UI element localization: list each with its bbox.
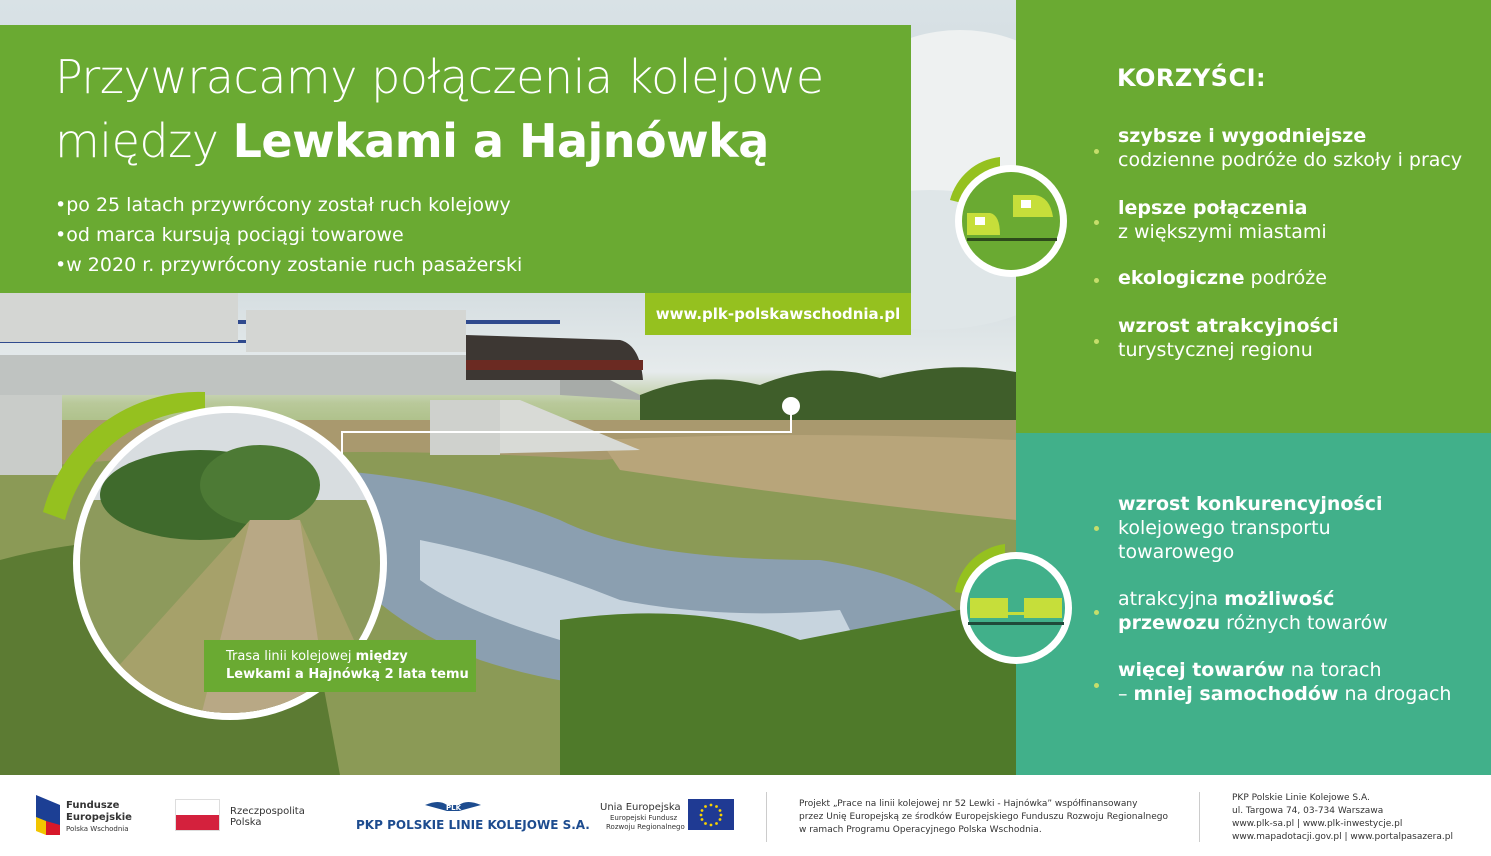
benefit-text: z większymi miastami <box>1118 221 1327 243</box>
fe-title1: Fundusze <box>66 800 120 811</box>
company-name: PKP Polskie Linie Kolejowe S.A. <box>1232 793 1370 803</box>
benefit-text: turystycznej regionu <box>1118 339 1313 361</box>
benefit-text: na torach <box>1284 659 1382 681</box>
benefit-item <box>1118 587 1388 635</box>
bullet-item: • po 25 latach przywrócony został ruch kolejowy <box>55 190 522 220</box>
title-prefix: między <box>55 114 233 168</box>
benefit-text: podróże <box>1244 267 1327 289</box>
fe-title2: Europejskie <box>66 812 132 823</box>
bullet-dot <box>1094 526 1099 531</box>
benefit-text: codzienne podróże do szkoły i pracy <box>1118 149 1463 171</box>
bullet-dot <box>1094 610 1099 615</box>
plk-logo-text: PLK <box>446 804 462 812</box>
ue-sub2: Rozwoju Regionalnego <box>606 823 685 831</box>
benefit-bold: mniej samochodów <box>1133 683 1339 705</box>
caption-bold2: Lewkami a Hajnówką 2 lata temu <box>226 667 469 682</box>
benefit-bold: lepsze połączenia <box>1118 197 1308 219</box>
benefit-bold: wzrost konkurencyjności <box>1118 493 1383 515</box>
bullet-dot <box>1094 149 1099 154</box>
ue-sub1: Europejski Fundusz <box>610 814 678 822</box>
ue-title: Unia Europejska <box>600 802 681 813</box>
benefit-text: różnych towarów <box>1220 612 1388 634</box>
page-title-line1: Przywracamy połączenia kolejowe <box>55 50 824 104</box>
company-links2[interactable]: www.mapadotacji.gov.pl | www.portalpasazera.pl <box>1232 832 1453 842</box>
project-line3: w ramach Programu Operacyjnego Polska Wschodnia. <box>799 825 1042 835</box>
pkp-name: PKP POLSKIE LINIE KOLEJOWE S.A. <box>356 818 590 832</box>
footer-divider <box>766 792 767 842</box>
company-links1[interactable]: www.plk-sa.pl | www.plk-inwestycje.pl <box>1232 819 1403 829</box>
photo-caption <box>204 640 476 692</box>
benefit-item <box>1118 266 1327 290</box>
footer <box>0 775 1491 856</box>
company-address: ul. Targowa 74, 03-734 Warszawa <box>1232 806 1384 816</box>
fe-sub: Polska Wschodnia <box>66 825 129 833</box>
benefit-bold: przewozu <box>1118 612 1221 634</box>
benefit-text: na drogach <box>1338 683 1452 705</box>
rp-line1: Rzeczpospolita <box>230 806 305 817</box>
freight-train-icon <box>950 542 1075 667</box>
benefit-item <box>1118 124 1462 172</box>
benefit-bold: więcej towarów <box>1118 659 1285 681</box>
benefit-bold: szybsze i wygodniejsze <box>1118 125 1367 147</box>
passenger-train-icon <box>945 155 1070 280</box>
bullet-dot <box>1094 339 1099 344</box>
polish-flag-icon <box>175 799 220 831</box>
title-highlight: Lewkami a Hajnówką <box>232 114 769 168</box>
bullet-dot <box>1094 278 1099 283</box>
benefit-text: atrakcyjna <box>1118 588 1225 610</box>
benefit-item <box>1118 492 1383 564</box>
footer-divider <box>1199 792 1200 842</box>
bullet-item: • w 2020 r. przywrócony zostanie ruch pasażerski <box>55 250 522 280</box>
benefits-title: KORZYŚCI: <box>1117 64 1267 92</box>
eu-flag-icon <box>688 799 734 830</box>
benefit-bold: wzrost atrakcyjności <box>1118 315 1339 337</box>
benefit-text: towarowego <box>1118 541 1235 563</box>
page-title-line2 <box>55 114 769 168</box>
project-line2: przez Unię Europejską ze środków Europejskiego Funduszu Rozwoju Regionalnego <box>799 812 1168 822</box>
website-link[interactable]: www.plk-polskawschodnia.pl <box>645 293 911 335</box>
caption-bold1: między <box>355 649 408 664</box>
benefit-text: – <box>1118 683 1134 705</box>
benefit-bold: możliwość <box>1224 588 1335 610</box>
benefit-text: kolejowego transportu <box>1118 517 1331 539</box>
benefit-item <box>1118 314 1339 362</box>
bullet-item: • od marca kursują pociągi towarowe <box>55 220 522 250</box>
benefit-bold: ekologiczne <box>1118 267 1245 289</box>
bullet-dot <box>1094 683 1099 688</box>
caption-text: Trasa linii kolejowej <box>226 649 356 664</box>
rp-line2: Polska <box>230 817 262 828</box>
bullet-list <box>55 190 522 280</box>
benefit-item <box>1118 196 1327 244</box>
project-line1: Projekt „Prace na linii kolejowej nr 52 Lewki - Hajnówka” współfinansowany <box>799 799 1138 809</box>
bullet-dot <box>1094 220 1099 225</box>
fundusze-europejskie-logo-icon <box>36 795 60 835</box>
benefit-item <box>1118 658 1451 706</box>
